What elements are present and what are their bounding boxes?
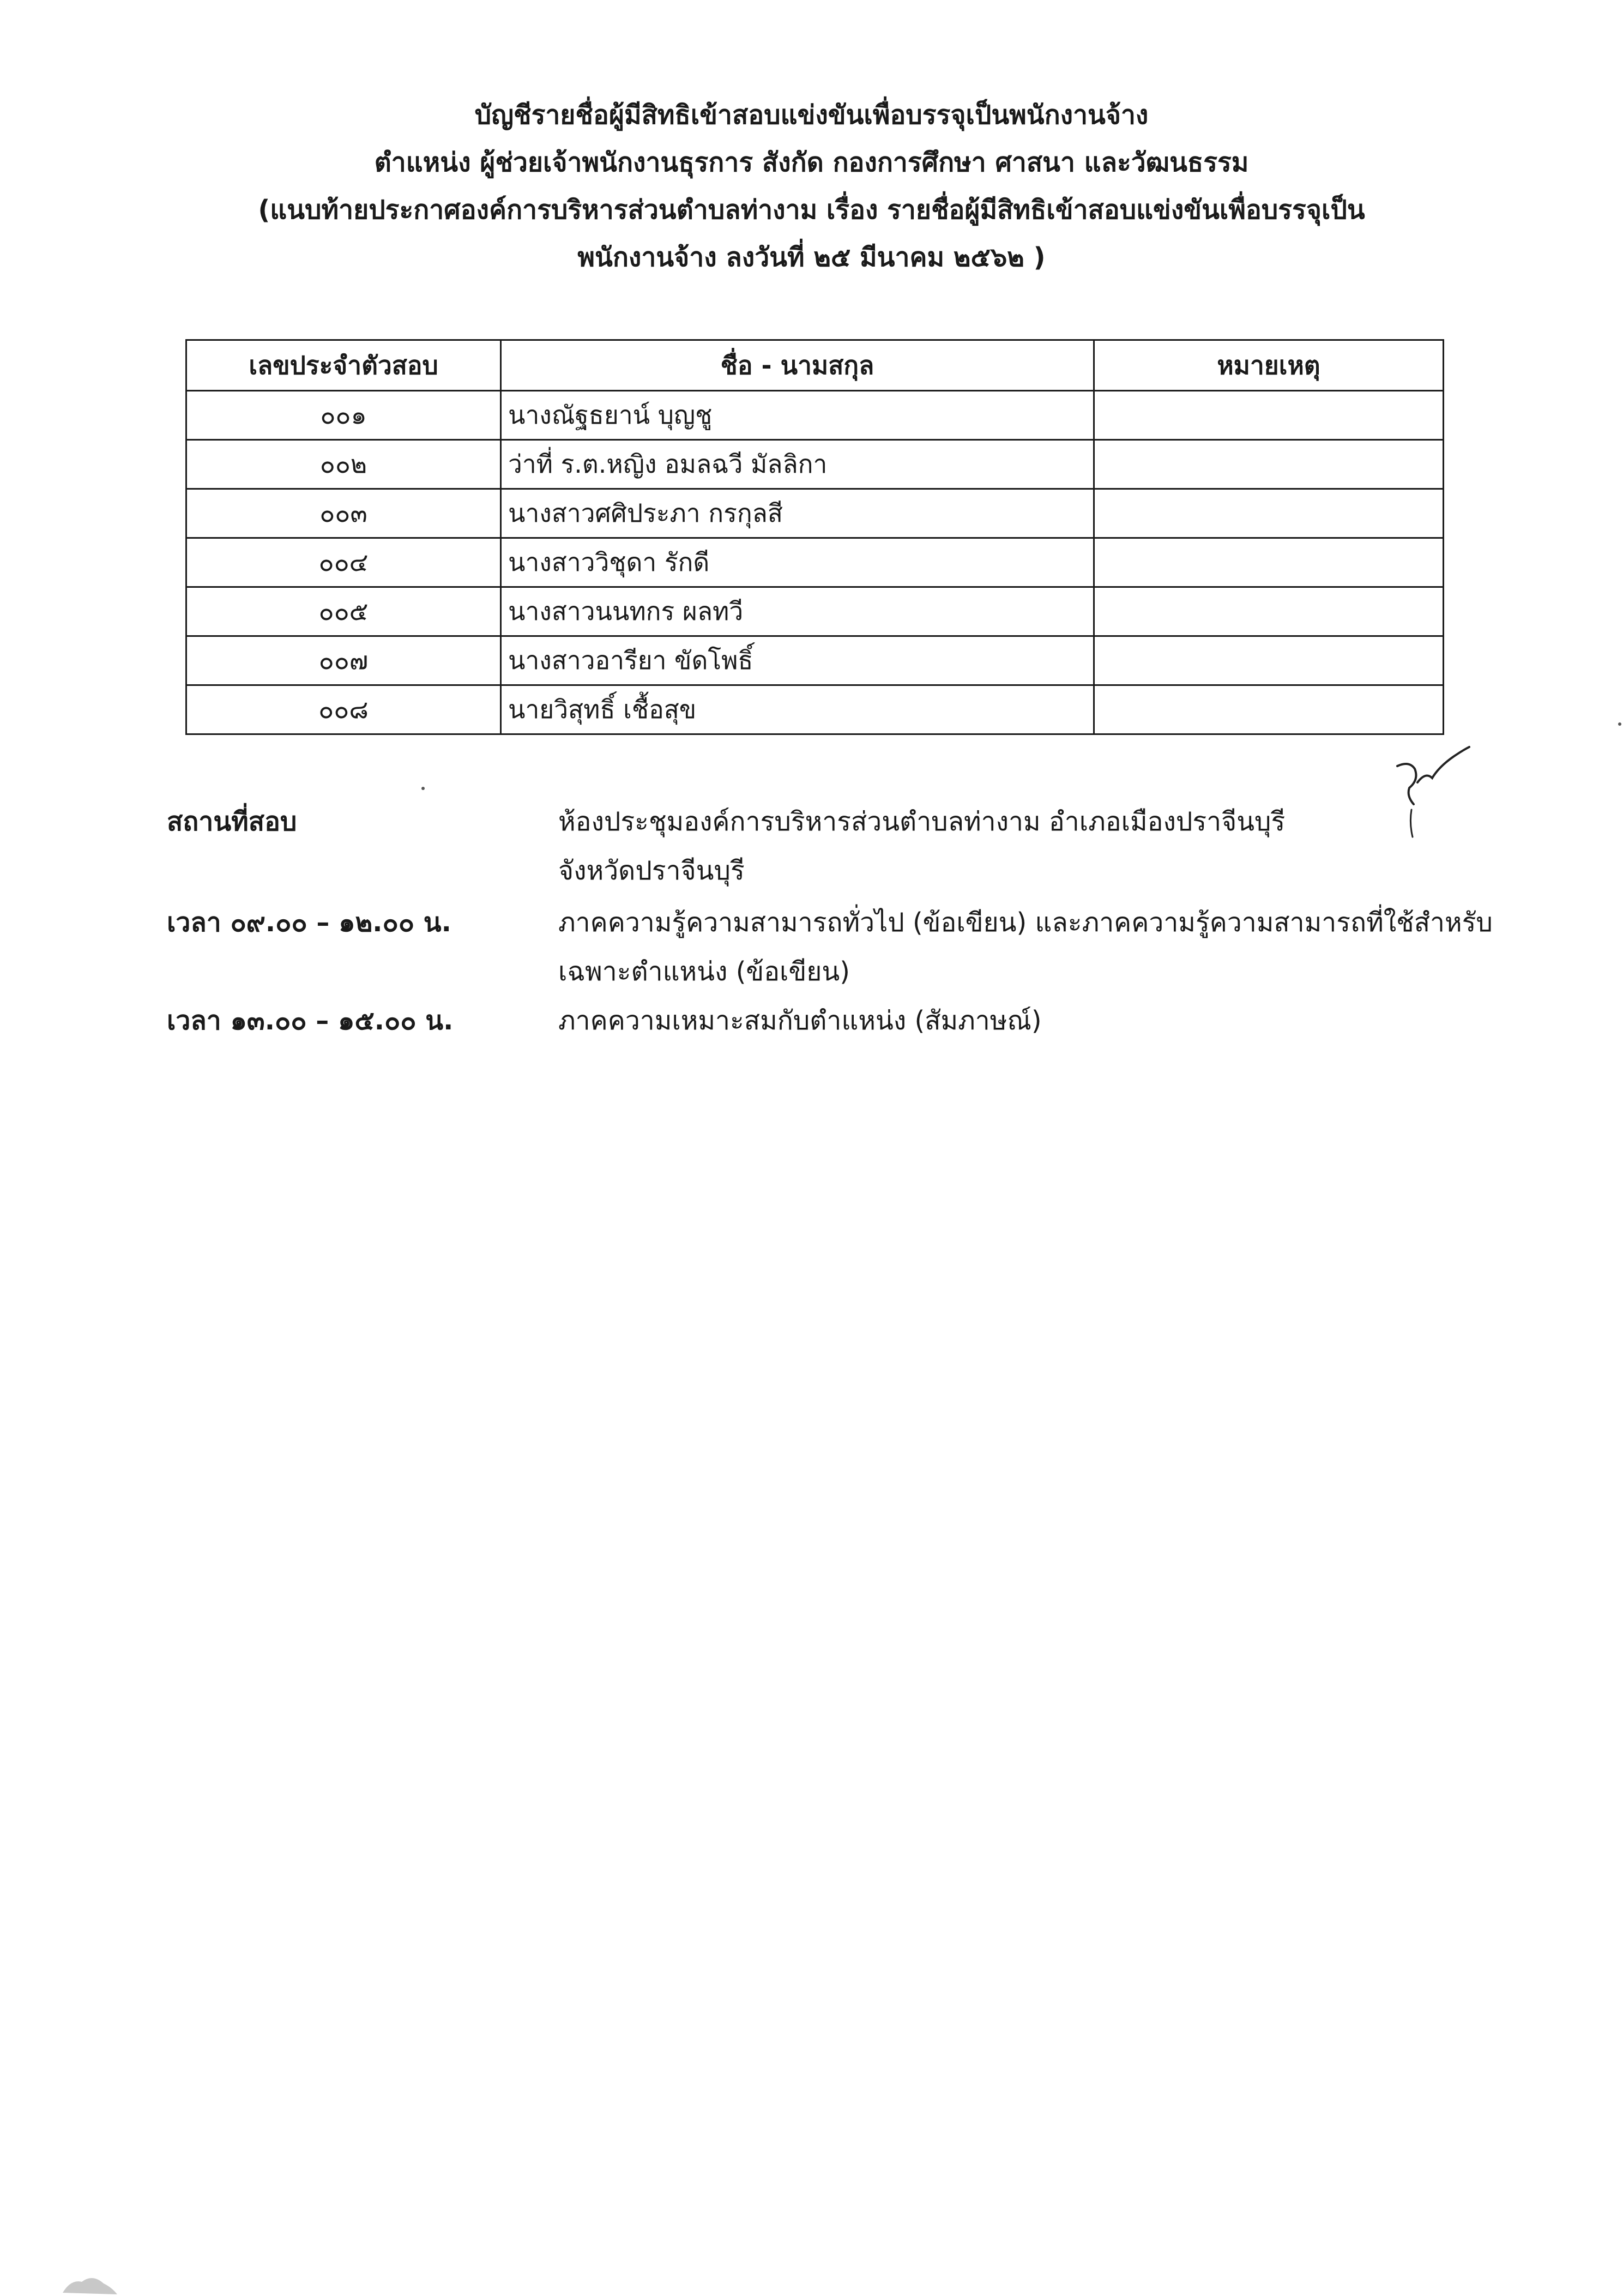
full-name-cell: นางสาวอารียา ขัดโพธิ์ <box>501 636 1094 685</box>
exam-number-cell: ๐๐๒ <box>186 440 501 489</box>
full-name-cell: ว่าที่ ร.ต.หญิง อมลฉวี มัลลิกา <box>501 440 1094 489</box>
table-header-row <box>186 340 1444 391</box>
full-name-cell: นางสาววิชุดา รักดี <box>501 538 1094 587</box>
remark-cell <box>1094 636 1444 685</box>
full-name-cell: นางณัฐธยาน์ บุญชู <box>501 391 1094 440</box>
morning-time-label: เวลา ๐๙.๐๐ – ๑๒.๐๐ น. <box>167 907 451 938</box>
header-remark: หมายเหตุ <box>1094 340 1444 391</box>
table-row <box>186 489 1444 538</box>
scan-smudge <box>60 2268 120 2296</box>
morning-line-1: ภาคความรู้ความสามารถทั่วไป (ข้อเขียน) และภาคความรู้ความสามารถที่ใช้สำหรับ <box>558 907 1493 938</box>
scan-speck <box>421 787 425 790</box>
venue-label: สถานที่สอบ <box>167 806 297 837</box>
exam-number-cell: ๐๐๔ <box>186 538 501 587</box>
exam-number-cell: ๐๐๓ <box>186 489 501 538</box>
exam-number-cell: ๐๐๘ <box>186 685 501 734</box>
heading-line-4: พนักงานจ้าง ลงวันที่ ๒๕ มีนาคม ๒๕๖๒ ) <box>577 242 1046 273</box>
candidate-table <box>185 339 1444 735</box>
table-row <box>186 440 1444 489</box>
remark-cell <box>1094 489 1444 538</box>
full-name-cell: นางสาวศศิประภา กรกุลสี <box>501 489 1094 538</box>
table-row <box>186 538 1444 587</box>
afternoon-time-label: เวลา ๑๓.๐๐ – ๑๕.๐๐ น. <box>167 1005 454 1036</box>
heading-line-2: ตำแหน่ง ผู้ช่วยเจ้าพนักงานธุรการ สังกัด กองการศึกษา ศาสนา และวัฒนธรรม <box>374 147 1249 178</box>
full-name-cell: นางสาวนนทกร ผลทวี <box>501 587 1094 636</box>
document-heading <box>0 92 1623 281</box>
header-exam-number: เลขประจำตัวสอบ <box>186 340 501 391</box>
table-row <box>186 391 1444 440</box>
morning-line-2: เฉพาะตำแหน่ง (ข้อเขียน) <box>558 956 850 987</box>
header-full-name: ชื่อ - นามสกุล <box>501 340 1094 391</box>
remark-cell <box>1094 685 1444 734</box>
venue-line-1: ห้องประชุมองค์การบริหารส่วนตำบลท่างาม อำเภอเมืองปราจีนบุรี <box>558 806 1286 837</box>
exam-number-cell: ๐๐๕ <box>186 587 501 636</box>
exam-number-cell: ๐๐๑ <box>186 391 501 440</box>
exam-number-cell: ๐๐๗ <box>186 636 501 685</box>
scan-speck <box>1618 722 1621 726</box>
remark-cell <box>1094 538 1444 587</box>
table-row <box>186 685 1444 734</box>
remark-cell <box>1094 587 1444 636</box>
heading-line-1: บัญชีรายชื่อผู้มีสิทธิเข้าสอบแข่งขันเพื่อบรรจุเป็นพนักงานจ้าง <box>474 100 1149 130</box>
full-name-cell: นายวิสุทธิ์ เชื้อสุข <box>501 685 1094 734</box>
remark-cell <box>1094 391 1444 440</box>
table-row <box>186 587 1444 636</box>
venue-line-2: จังหวัดปราจีนบุรี <box>558 855 745 886</box>
heading-line-3: (แนบท้ายประกาศองค์การบริหารส่วนตำบลท่างาม เรื่อง รายชื่อผู้มีสิทธิเข้าสอบแข่งขันเพื่อบรรจุเป็น <box>258 195 1365 225</box>
table-row <box>186 636 1444 685</box>
remark-cell <box>1094 440 1444 489</box>
afternoon-line-1: ภาคความเหมาะสมกับตำแหน่ง (สัมภาษณ์) <box>558 1005 1042 1036</box>
